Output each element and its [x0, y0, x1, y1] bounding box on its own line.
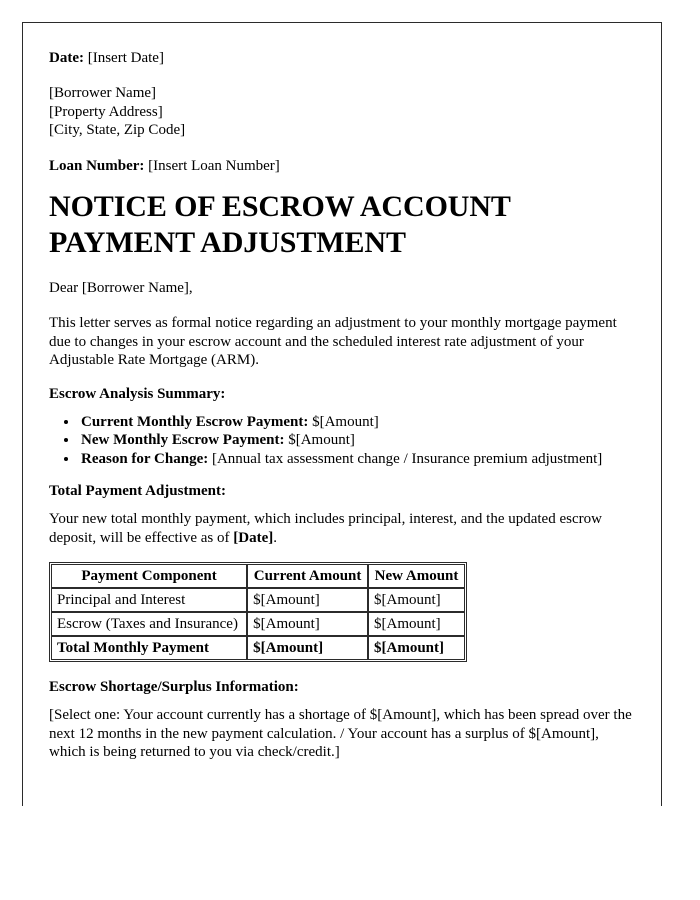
table-body: [51, 588, 465, 660]
salutation: Dear [Borrower Name],: [49, 279, 193, 296]
bullet-value: [Annual tax assessment change / Insurance premium adjustment]: [211, 450, 603, 467]
effective-date-placeholder: [Date]: [233, 529, 274, 546]
table-header-row: [51, 564, 465, 588]
column-header-current: Current Amount: [247, 564, 368, 588]
bullet-value: $[Amount]: [312, 413, 379, 430]
cell-component: Escrow (Taxes and Insurance): [51, 612, 247, 636]
borrower-name-line: [Borrower Name]: [49, 85, 157, 101]
cell-component: Principal and Interest: [51, 588, 247, 612]
page-title: NOTICE OF ESCROW ACCOUNT PAYMENT ADJUSTMENT: [49, 189, 511, 259]
list-item: [79, 450, 635, 469]
loan-number-label: Loan Number:: [49, 157, 145, 174]
cell-new-amount: $[Amount]: [368, 588, 465, 612]
total-adjustment-heading: Total Payment Adjustment:: [49, 483, 226, 499]
column-header-new: New Amount: [368, 564, 465, 588]
table-header: [51, 564, 465, 588]
total-adjustment-paragraph: [49, 510, 635, 547]
column-header-component: Payment Component: [51, 564, 247, 588]
payment-comparison-table: [49, 562, 467, 662]
cell-current-amount: $[Amount]: [247, 636, 368, 660]
escrow-summary-list: [49, 413, 635, 469]
recipient-address-block: [49, 84, 635, 140]
date-line: [49, 49, 635, 67]
cell-new-amount: $[Amount]: [368, 636, 465, 660]
list-item: [79, 413, 635, 432]
table-row-total: [51, 636, 465, 660]
escrow-summary-heading: Escrow Analysis Summary:: [49, 385, 226, 402]
date-value: [Insert Date]: [87, 50, 164, 66]
total-adjustment-text-before: Your new total monthly payment, which includes principal, interest, and the updated escrow deposit, will be effective as of: [49, 511, 602, 546]
property-address-line: [Property Address]: [49, 103, 163, 120]
cell-current-amount: $[Amount]: [247, 612, 368, 636]
date-label: Date:: [49, 50, 84, 66]
shortage-surplus-paragraph: [Select one: Your account currently has a shortage of $[Amount], which has been spread over the next 12 months in the new payment calculation. / Your account has a surplus of $[Amount], which is being returned to you via check/credit.]: [49, 707, 632, 760]
bullet-label: New Monthly Escrow Payment:: [81, 432, 285, 448]
cell-new-amount: $[Amount]: [368, 612, 465, 636]
intro-paragraph: This letter serves as formal notice regarding an adjustment to your monthly mortgage payment due to changes in your escrow account and the scheduled interest rate adjustment of your Adjustable Rate Mortgage (ARM).: [49, 315, 617, 368]
cell-current-amount: $[Amount]: [247, 588, 368, 612]
loan-number-line: [49, 157, 635, 175]
bullet-value: $[Amount]: [288, 432, 355, 448]
list-item: [79, 431, 635, 450]
document-body: [23, 23, 661, 762]
cell-component: Total Monthly Payment: [51, 636, 247, 660]
bullet-label: Reason for Change:: [81, 450, 209, 467]
loan-number-value: [Insert Loan Number]: [148, 157, 280, 174]
total-adjustment-text-after: .: [273, 529, 277, 546]
document-page: [22, 22, 662, 806]
table-row: [51, 588, 465, 612]
city-state-zip-line: [City, State, Zip Code]: [49, 122, 186, 138]
shortage-surplus-heading: Escrow Shortage/Surplus Information:: [49, 679, 299, 695]
bullet-label: Current Monthly Escrow Payment:: [81, 413, 309, 430]
table-row: [51, 612, 465, 636]
